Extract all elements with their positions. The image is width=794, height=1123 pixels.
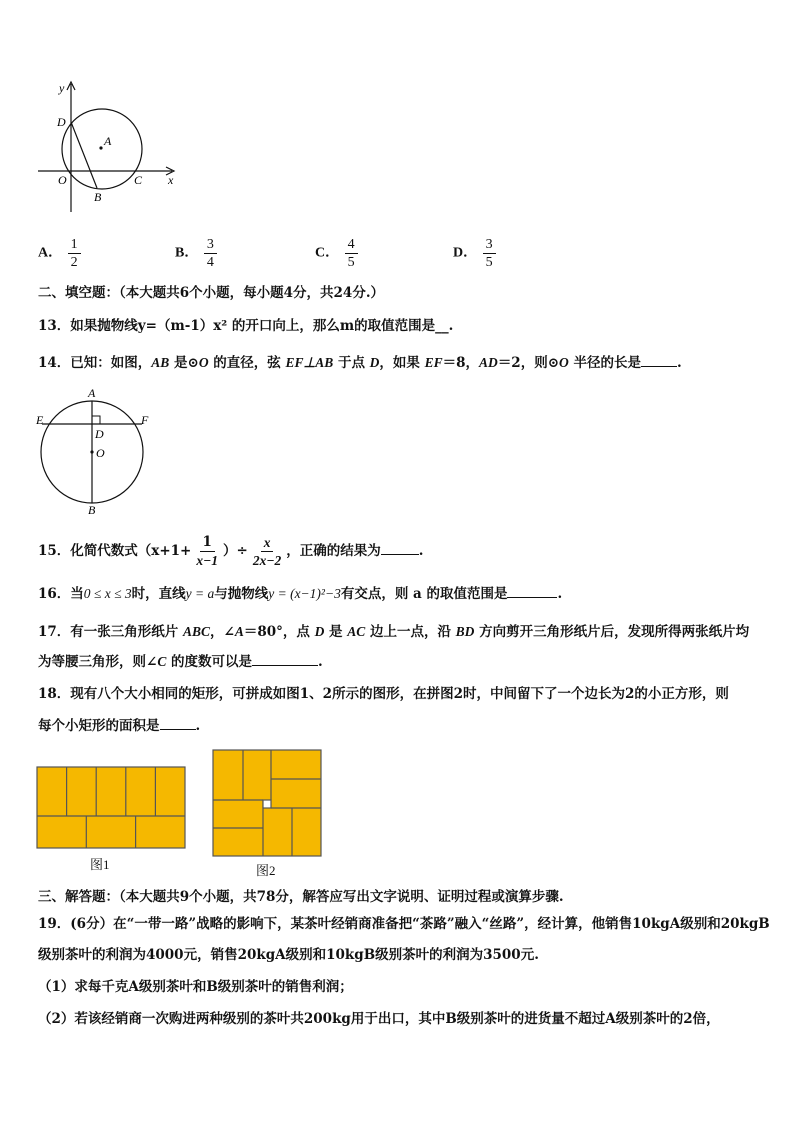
option-c[interactable] — [315, 236, 360, 271]
circle-chord-figure — [34, 384, 164, 520]
section2-header: 二、填空题：（本大题共6个小题，每小题4分，共24分.） — [38, 285, 385, 301]
figure-1-caption: 图1 — [90, 857, 110, 872]
question-13: 13．如果抛物线y=（m-1）x² 的开口向上，那么m的取值范围是__. — [38, 318, 454, 334]
right-angle-mark — [92, 416, 100, 424]
center-o-point — [90, 450, 93, 453]
label-a: A — [88, 386, 96, 400]
label-y: y — [59, 81, 65, 95]
option-b-fraction: $\frac{3}{4}$ — [204, 236, 217, 271]
answer-blank[interactable] — [252, 653, 318, 666]
question-15: 15．化简代数式（x+1+ $\frac{1}{x-1}$ ）÷ $\frac{x}{2x-2}$ ，正确的结果为 . — [38, 534, 424, 568]
figure-2-caption: 图2 — [256, 863, 276, 878]
option-d-fraction: $\frac{3}{5}$ — [483, 236, 496, 271]
center-gap-square — [263, 800, 271, 808]
question-19-line1: 19．(6分）在“一带一路”战略的影响下，某茶叶经销商准备把“茶路”融入“丝路”，经计算，他销售10kgA级别和20kgB — [38, 916, 770, 932]
label-d: D — [95, 427, 104, 441]
question-17-line1: 17．有一张三角形纸片 ABC，∠A＝80°，点 D 是 AC 边上一点，沿 BD 方向剪开三角形纸片后，发现所得两张纸片均 — [38, 624, 750, 640]
fraction-2: $\frac{x}{2x-2}$ — [252, 535, 282, 568]
option-a-fraction: $\frac{1}{2}$ — [68, 236, 81, 271]
label-e: E — [36, 413, 44, 427]
coordinate-circle-figure — [30, 78, 190, 218]
section3-header: 三、解答题：（本大题共9个小题，共78分，解答应写出文字说明、证明过程或演算步骤. — [38, 889, 564, 905]
answer-blank[interactable] — [507, 585, 557, 598]
label-b: B — [94, 190, 102, 204]
question-18-line2: 每个小矩形的面积是 . — [38, 718, 201, 734]
label-o: O — [96, 446, 105, 460]
option-c-label: C． — [315, 245, 340, 261]
question-14: 14．已知：如图，AB 是⊙O 的直径，弦 EF⊥AB 于点 D，如果 EF＝8，AD＝2，则⊙O 半径的长是 . — [38, 355, 682, 371]
option-d[interactable] — [453, 236, 498, 271]
center-point — [99, 146, 102, 149]
question-18-line1: 18．现有八个大小相同的矩形，可拼成如图1、2所示的图形，在拼图2时，中间留下了一个边长为2的小正方形，则 — [38, 686, 729, 702]
question-16: 16．当0 ≤ x ≤ 3时，直线y = a与抛物线y = (x−1)²−3有交点，则 a 的取值范围是 . — [38, 586, 563, 602]
label-x: x — [168, 173, 174, 187]
rectangle-figure-2 — [212, 749, 324, 859]
question-17-line2: 为等腰三角形，则∠C 的度数可以是 . — [38, 654, 323, 670]
label-f: F — [141, 413, 149, 427]
question-19-line2: 级别茶叶的利润为4000元，销售20kgA级别和10kgB级别茶叶的利润为3500元. — [38, 947, 539, 963]
answer-blank[interactable] — [160, 717, 196, 730]
option-b-label: B． — [175, 245, 199, 261]
question-19-part1: （1）求每千克A级别茶叶和B级别茶叶的销售利润； — [38, 979, 353, 995]
option-d-label: D． — [453, 245, 478, 261]
option-b[interactable] — [175, 236, 219, 271]
answer-blank[interactable] — [381, 542, 419, 555]
label-o: O — [58, 173, 67, 187]
label-a: A — [104, 134, 112, 148]
question-19-part2: （2）若该经销商一次购进两种级别的茶叶共200kg用于出口，其中B级别茶叶的进货量不超过A级别茶叶的2倍， — [38, 1011, 720, 1027]
label-b: B — [88, 503, 96, 517]
rectangle-figure-1 — [36, 766, 188, 850]
answer-blank[interactable] — [641, 354, 677, 367]
option-c-fraction: $\frac{4}{5}$ — [345, 236, 358, 271]
option-a-label: A． — [38, 245, 63, 261]
label-c: C — [134, 173, 143, 187]
label-d: D — [57, 115, 66, 129]
option-a[interactable] — [38, 236, 83, 271]
fraction-1: $\frac{1}{x-1}$ — [196, 534, 219, 568]
